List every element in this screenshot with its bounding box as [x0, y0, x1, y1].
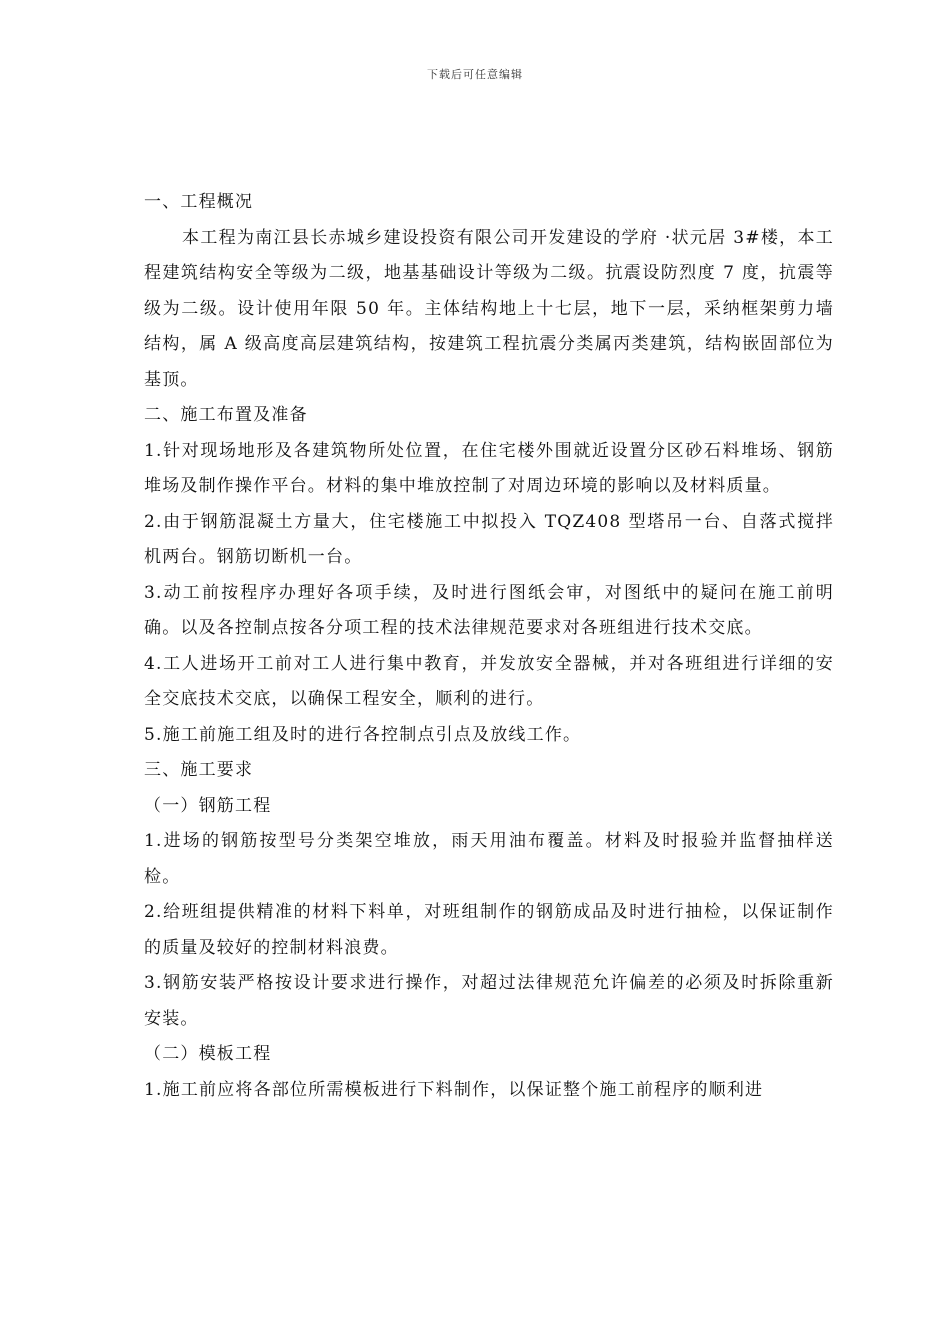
overview-paragraph: 本工程为南江县长赤城乡建设投资有限公司开发建设的学府 ·状元居 3#楼，本工程建筑结构安全等级为二级，地基基础设计等级为二级。抗震设防烈度 7 度，抗震等级为二级。设计使用年限 50 年。主体结构地上十七层，地下一层，采纳框架剪力墙结构，属 A 级高度高层建筑结构，按建筑工程抗震分类属丙类建筑，结构嵌固部位为基顶。: [144, 227, 834, 390]
formwork-item-1: 1.施工前应将各部位所需模板进行下料制作，以保证整个施工前程序的顺利进: [144, 1079, 764, 1100]
preparation-item-2: 2.由于钢筋混凝土方量大，住宅楼施工中拟投入 TQZ408 型塔吊一台、自落式搅拌机两台。钢筋切断机一台。: [144, 511, 834, 567]
rebar-item-2: 2.给班组提供精准的材料下料单，对班组制作的钢筋成品及时进行抽检，以保证制作的质量及较好的控制材料浪费。: [144, 902, 834, 958]
subsection-heading-rebar: （一）钢筋工程: [144, 795, 272, 816]
section-heading-overview: 一、工程概况: [144, 192, 254, 212]
rebar-item-3: 3.钢筋安装严格按设计要求进行操作，对超过法律规范允许偏差的必须及时拆除重新安装。: [144, 973, 834, 1029]
preparation-item-3: 3.动工前按程序办理好各项手续，及时进行图纸会审，对图纸中的疑问在施工前明确。以及各控制点按各分项工程的技术法律规范要求对各班组进行技术交底。: [144, 582, 834, 638]
subsection-heading-formwork: （二）模板工程: [144, 1044, 272, 1064]
preparation-item-1: 1.针对现场地形及各建筑物所处位置，在住宅楼外围就近设置分区砂石料堆场、钢筋堆场及制作操作平台。材料的集中堆放控制了对周边环境的影响以及材料质量。: [144, 440, 834, 496]
page-header-note: 下载后可任意编辑: [427, 68, 523, 81]
section-heading-requirements: 三、施工要求: [144, 760, 254, 780]
rebar-item-1: 1.进场的钢筋按型号分类架空堆放，雨天用油布覆盖。材料及时报验并监督抽样送检。: [144, 831, 834, 887]
section-heading-preparation: 二、施工布置及准备: [144, 405, 308, 425]
preparation-item-5: 5.施工前施工组及时的进行各控制点引点及放线工作。: [144, 724, 582, 745]
document-body: [144, 185, 834, 1108]
preparation-item-4: 4.工人进场开工前对工人进行集中教育，并发放安全器械，并对各班组进行详细的安全交底技术交底，以确保工程安全，顺利的进行。: [144, 653, 834, 709]
